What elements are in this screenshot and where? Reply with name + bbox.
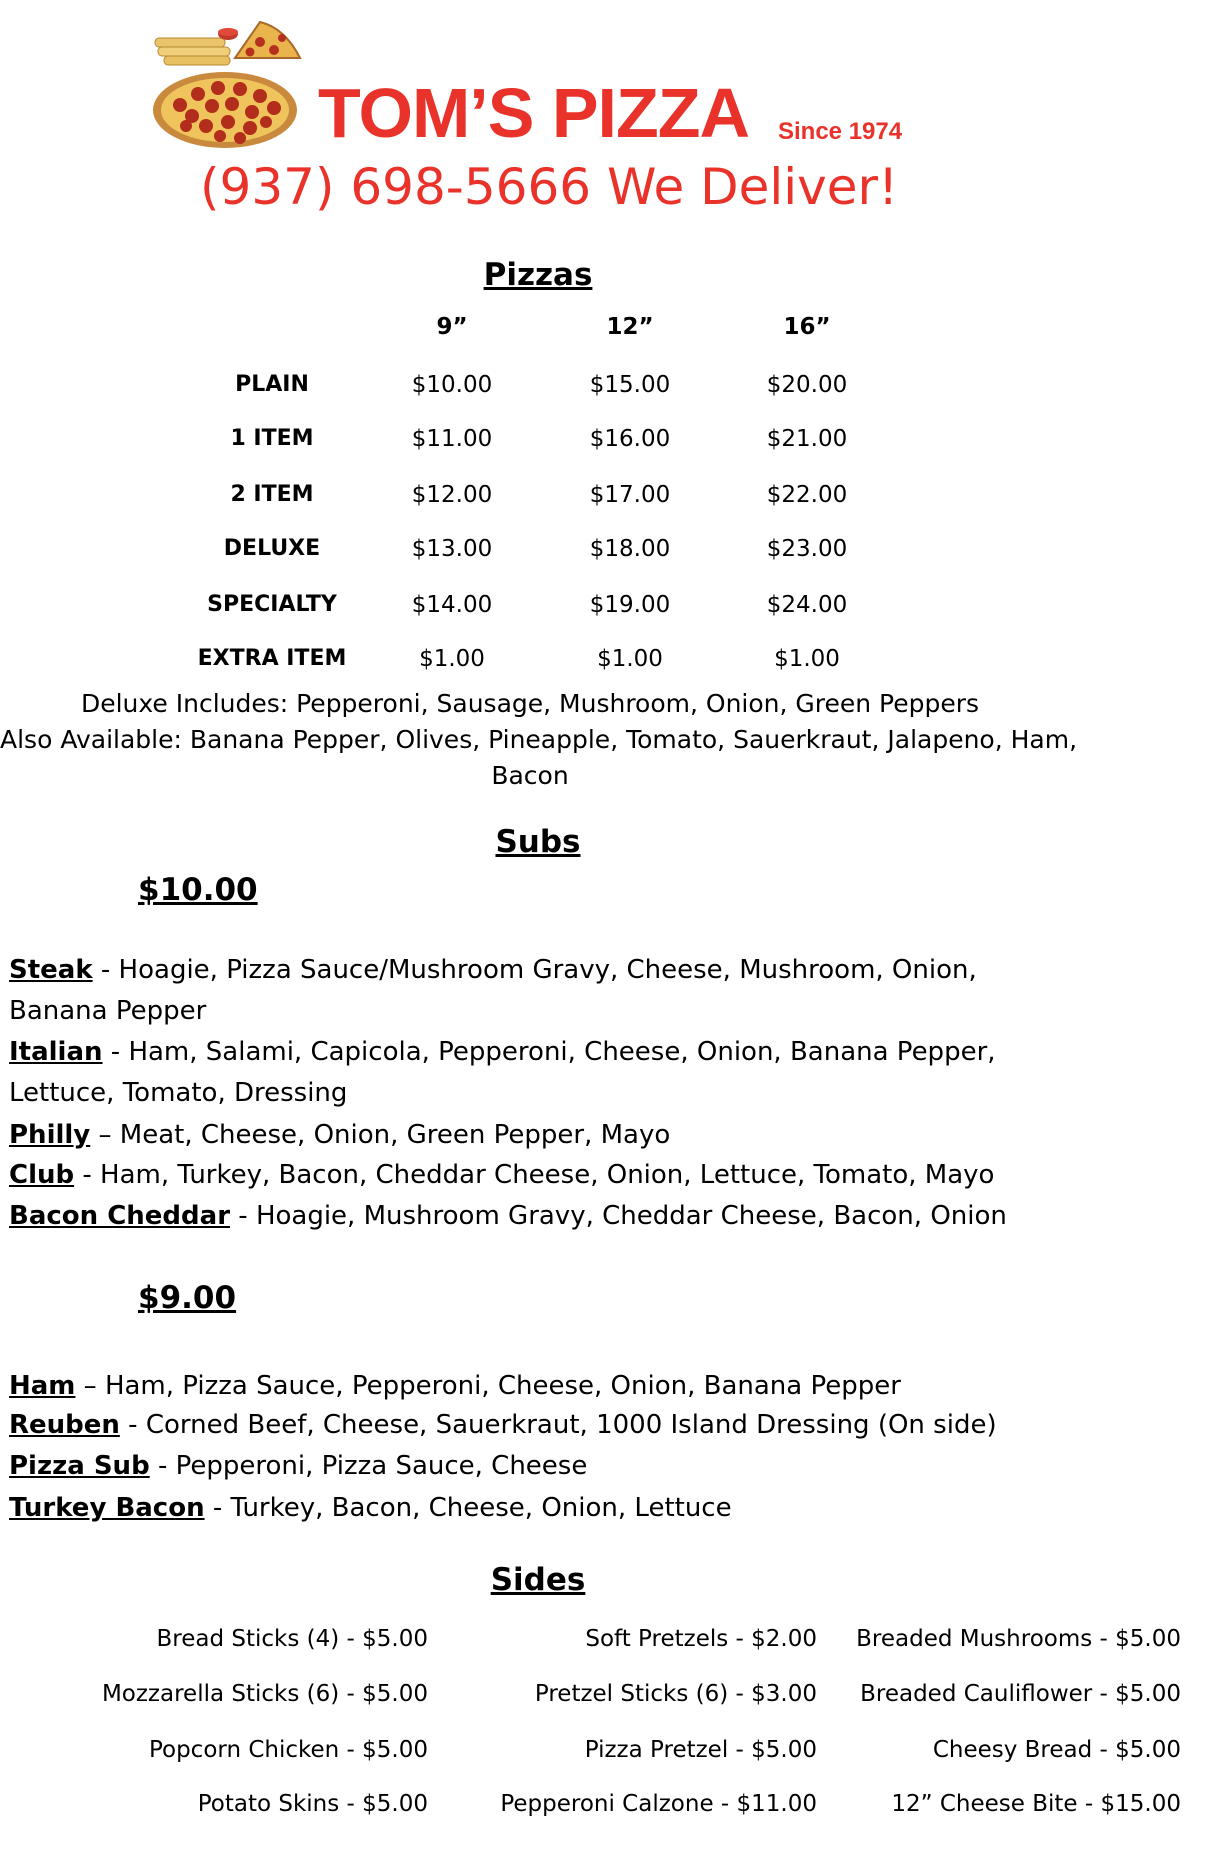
row-label: DELUXE xyxy=(223,536,321,561)
sub-item-steak xyxy=(9,950,1049,1032)
sub-name: Bacon Cheddar xyxy=(9,1201,231,1231)
price-16: $21.00 xyxy=(766,426,848,452)
sub-description: Corned Beef, Cheese, Sauerkraut, 1000 Island Dressing (On side) xyxy=(145,1410,997,1440)
side-item: Breaded Mushrooms - $5.00 xyxy=(856,1626,1181,1652)
price-16: $22.00 xyxy=(766,482,848,508)
sub-separator: - xyxy=(74,1160,101,1190)
phone-delivery-line: (937) 698-5666 We Deliver! xyxy=(200,158,899,216)
sub-name: Italian xyxy=(9,1037,103,1067)
breadsticks-icon xyxy=(155,28,238,65)
side-item: Breaded Cauliflower - $5.00 xyxy=(860,1681,1181,1707)
price-16: $24.00 xyxy=(766,592,848,618)
sub-name: Club xyxy=(9,1160,75,1190)
pizzas-heading: Pizzas xyxy=(483,257,593,293)
price-9: $13.00 xyxy=(411,536,493,562)
price-16: $20.00 xyxy=(766,372,848,398)
sub-item-club xyxy=(9,1155,1049,1196)
size-header-12: 12” xyxy=(606,314,654,340)
sub-separator: - xyxy=(204,1493,231,1523)
sub-item-ham xyxy=(9,1366,1049,1407)
sub-name: Philly xyxy=(9,1120,91,1150)
sub-item-italian xyxy=(9,1032,1049,1114)
side-item: Popcorn Chicken - $5.00 xyxy=(148,1737,428,1763)
sub-separator: - xyxy=(119,1410,146,1440)
sub-item-philly xyxy=(9,1115,1049,1156)
subs-heading: Subs xyxy=(495,824,581,860)
whole-pizza-icon xyxy=(153,72,297,148)
pizza-logo-icon xyxy=(150,20,325,150)
sub-item-turkey-bacon xyxy=(9,1488,1049,1529)
sub-description: Hoagie, Pizza Sauce/Mushroom Gravy, Cheese, Mushroom, Onion, Banana Pepper xyxy=(9,955,977,1026)
price-12: $16.00 xyxy=(589,426,671,452)
sub-description: Turkey, Bacon, Cheese, Onion, Lettuce xyxy=(230,1493,732,1523)
price-12: $15.00 xyxy=(589,372,671,398)
subs-price-9: $9.00 xyxy=(138,1280,237,1316)
sub-description: Hoagie, Mushroom Gravy, Cheddar Cheese, Bacon, Onion xyxy=(255,1201,1007,1231)
price-9: $10.00 xyxy=(411,372,493,398)
row-label: 1 ITEM xyxy=(230,426,314,451)
side-item: Potato Skins - $5.00 xyxy=(197,1791,428,1817)
sub-item-reuben xyxy=(9,1405,1049,1446)
price-9: $1.00 xyxy=(419,646,485,672)
sub-separator: - xyxy=(149,1451,176,1481)
sub-separator: - xyxy=(230,1201,256,1231)
also-available-note-cont: Bacon xyxy=(491,761,569,790)
price-12: $19.00 xyxy=(589,592,671,618)
sub-name: Pizza Sub xyxy=(9,1451,150,1481)
sub-name: Ham xyxy=(9,1371,76,1401)
also-available-note: Also Available: Banana Pepper, Olives, Pineapple, Tomato, Sauerkraut, Jalapeno, Ham, xyxy=(0,725,1078,754)
sub-item-pizza-sub xyxy=(9,1446,1049,1487)
price-12: $18.00 xyxy=(589,536,671,562)
sub-separator: – xyxy=(90,1120,120,1150)
side-item: Soft Pretzels - $2.00 xyxy=(585,1626,817,1652)
size-header-16: 16” xyxy=(783,314,831,340)
side-item: Pizza Pretzel - $5.00 xyxy=(584,1737,817,1763)
side-item: Cheesy Bread - $5.00 xyxy=(932,1737,1181,1763)
price-9: $11.00 xyxy=(411,426,493,452)
sub-description: Pepperoni, Pizza Sauce, Cheese xyxy=(175,1451,588,1481)
sub-description: Ham, Turkey, Bacon, Cheddar Cheese, Onion, Lettuce, Tomato, Mayo xyxy=(100,1160,995,1190)
price-16: $1.00 xyxy=(774,646,840,672)
row-label: PLAIN xyxy=(235,372,309,397)
side-item: Bread Sticks (4) - $5.00 xyxy=(156,1626,428,1652)
row-label: SPECIALTY xyxy=(207,592,337,617)
brand-name: TOM’S PIZZA xyxy=(318,74,750,152)
side-item: Mozzarella Sticks (6) - $5.00 xyxy=(101,1681,428,1707)
price-9: $12.00 xyxy=(411,482,493,508)
sub-separator: – xyxy=(75,1371,105,1401)
row-label: EXTRA ITEM xyxy=(197,646,347,671)
price-16: $23.00 xyxy=(766,536,848,562)
price-9: $14.00 xyxy=(411,592,493,618)
pizza-slice-icon xyxy=(235,22,300,58)
sub-name: Turkey Bacon xyxy=(9,1493,205,1523)
subs-price-10: $10.00 xyxy=(138,872,258,908)
sub-name: Reuben xyxy=(9,1410,120,1440)
price-12: $1.00 xyxy=(597,646,663,672)
sub-description: Ham, Salami, Capicola, Pepperoni, Cheese, Onion, Banana Pepper, Lettuce, Tomato, Dressing xyxy=(9,1037,996,1108)
side-item: Pretzel Sticks (6) - $3.00 xyxy=(534,1681,817,1707)
size-header-9: 9” xyxy=(436,314,468,340)
sub-item-bacon-cheddar xyxy=(9,1196,1049,1237)
sub-separator: - xyxy=(92,955,119,985)
side-item: Pepperoni Calzone - $11.00 xyxy=(500,1791,817,1817)
sub-description: Ham, Pizza Sauce, Pepperoni, Cheese, Onion, Banana Pepper xyxy=(104,1371,901,1401)
since-year: Since 1974 xyxy=(778,118,903,145)
sub-name: Steak xyxy=(9,955,93,985)
sub-description: Meat, Cheese, Onion, Green Pepper, Mayo xyxy=(119,1120,671,1150)
sides-heading: Sides xyxy=(490,1562,586,1598)
row-label: 2 ITEM xyxy=(230,482,314,507)
price-12: $17.00 xyxy=(589,482,671,508)
side-item: 12” Cheese Bite - $15.00 xyxy=(891,1791,1181,1817)
deluxe-includes-note: Deluxe Includes: Pepperoni, Sausage, Mushroom, Onion, Green Peppers xyxy=(80,689,980,718)
sub-separator: - xyxy=(102,1037,129,1067)
